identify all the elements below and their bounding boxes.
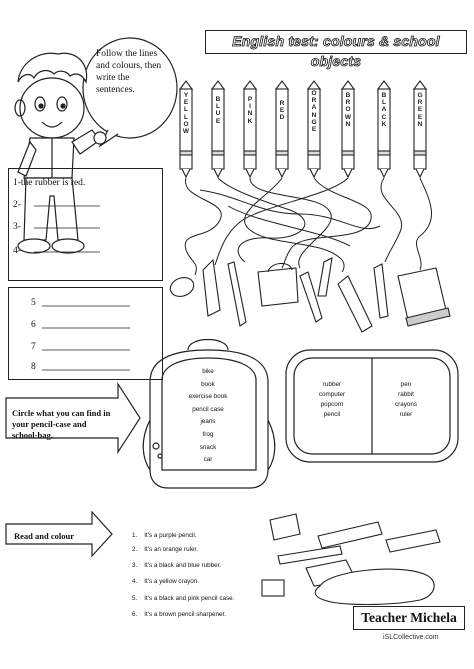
sentence-number: 1- <box>13 178 21 188</box>
read-item <box>132 562 221 570</box>
read-item-number: 4. <box>132 578 138 585</box>
read-item <box>132 578 199 586</box>
sentence-number: 4- <box>13 246 21 256</box>
bag-items-list <box>170 366 246 467</box>
bag-item: bike <box>202 368 214 375</box>
sentence-number: 3- <box>13 222 21 232</box>
sentences-box-2 <box>8 287 163 380</box>
pencil-case-left-list <box>302 380 362 420</box>
read-instruction: Read and colour <box>14 531 74 541</box>
sentences-box <box>8 168 163 281</box>
case-item: rabbit <box>398 391 414 398</box>
case-item: popcorn <box>320 401 344 408</box>
pencil-case-right-list <box>376 380 436 420</box>
read-item-text: It's a yellow crayon. <box>144 578 200 585</box>
read-item-text: It's an orange ruler. <box>144 546 198 553</box>
sentence-number: 5 <box>31 298 36 308</box>
bag-item: book <box>201 380 215 388</box>
bubble-instruction: Follow the lines and colours, then write the sentences. <box>96 49 162 95</box>
read-item-text: It's a black and pink pencil case. <box>144 595 235 602</box>
crayon-label-green: G R E E N <box>417 92 423 128</box>
read-item <box>132 611 226 619</box>
case-item: rubber <box>322 381 342 388</box>
bag-item: car <box>203 456 213 464</box>
read-item-text: It's a black and blue rubber. <box>144 562 222 569</box>
bag-item: frog <box>202 430 214 438</box>
read-item <box>132 546 198 554</box>
read-item-text: It's a brown pencil sharpener. <box>144 611 226 618</box>
read-item <box>132 595 234 603</box>
read-item-number: 3. <box>132 562 138 569</box>
read-item <box>132 532 197 540</box>
crayon-label-yellow: Y E L L O W <box>182 92 190 136</box>
read-item-text: It's a purple pencil. <box>144 532 197 539</box>
case-item: pen <box>400 381 412 388</box>
sentence-row <box>13 199 21 211</box>
crayon-label-pink: P I N K <box>247 96 253 125</box>
school-objects-row <box>168 258 450 332</box>
crayon-label-red: R E D <box>279 100 285 122</box>
sentence-number: 6 <box>31 320 36 330</box>
crayon-label-brown: B R O W N <box>344 92 352 128</box>
sentence-row <box>13 221 21 233</box>
case-item: computer <box>318 391 346 398</box>
crayon-label-blue: B L U E <box>215 96 221 125</box>
read-item-number: 6. <box>132 611 138 618</box>
read-item-number: 5. <box>132 595 138 602</box>
sentence-number: 2- <box>13 200 21 210</box>
case-item: pencil <box>323 411 341 418</box>
crayon-label-orange: O R A N G E <box>311 90 317 134</box>
sentence-number: 7 <box>31 342 36 352</box>
teacher-signature: Teacher Michela <box>353 606 465 630</box>
bag-item: pencil case <box>192 405 224 413</box>
circle-instruction: Circle what you can find in your pencil-case and school-bag. <box>12 408 111 440</box>
page-title: English test: colours & school objects <box>205 30 467 54</box>
sentence-row <box>13 245 21 257</box>
tangled-lines <box>185 178 431 275</box>
footer-watermark: iSLCollective.com <box>383 634 439 641</box>
bottom-objects <box>262 514 440 605</box>
sentence-row <box>13 177 85 189</box>
case-item: ruler <box>399 411 413 418</box>
bag-item: snack <box>199 443 217 451</box>
sentence-text: the rubber is red. <box>20 178 86 188</box>
read-item-number: 1. <box>132 532 138 539</box>
crayon-label-black: B L A C K <box>381 92 387 128</box>
bag-item: jeans <box>200 418 216 426</box>
case-item: crayons <box>394 401 418 408</box>
bag-item: exercise book <box>188 393 228 401</box>
sentence-number: 8 <box>31 362 36 372</box>
read-item-number: 2. <box>132 546 138 553</box>
